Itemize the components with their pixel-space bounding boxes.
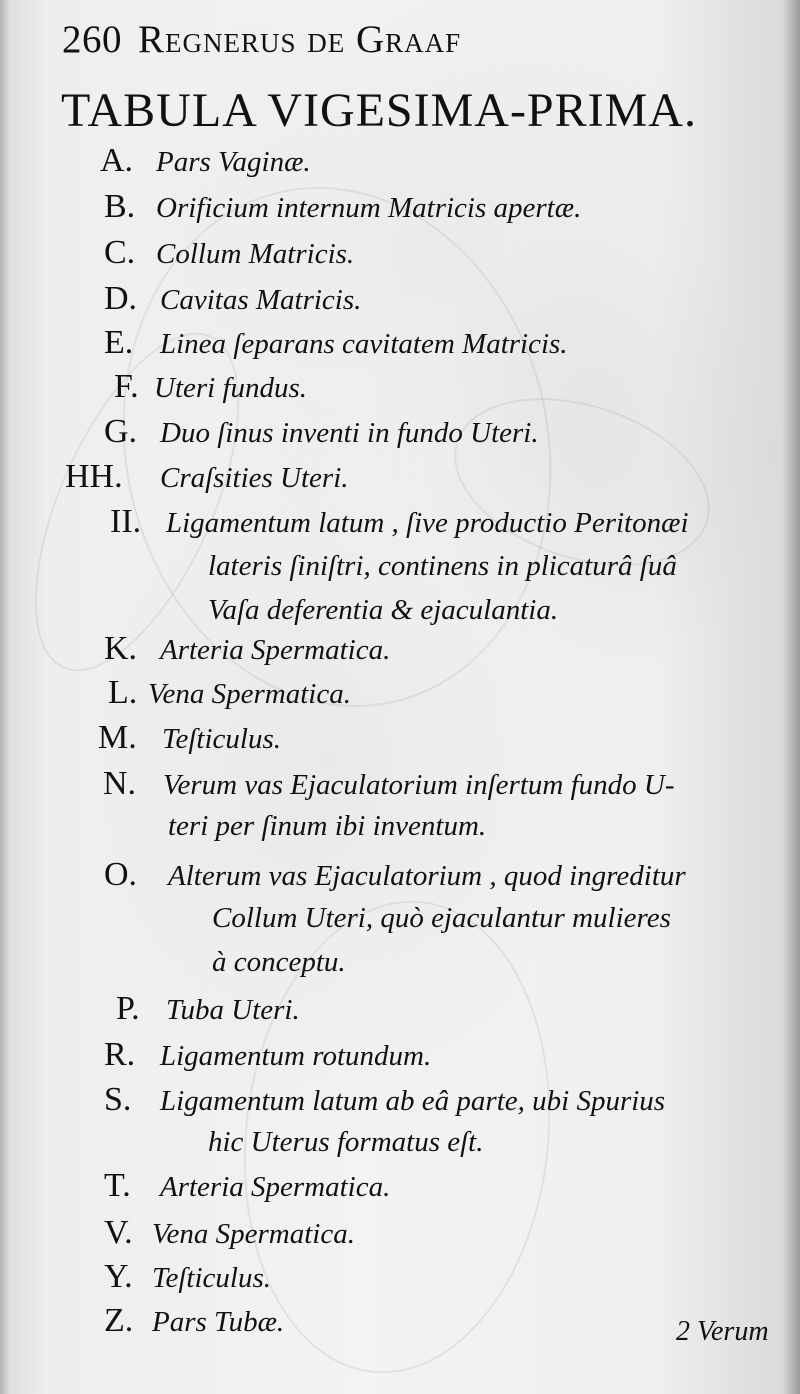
legend-text: Teſticulus. [152,1262,271,1294]
page-gutter-shadow [0,0,10,1394]
legend-letter: S. [104,1081,132,1118]
legend-letter: O. [104,856,138,893]
legend-text: Pars Vaginæ. [156,146,311,178]
legend-letter: L. [108,674,138,711]
legend-text: Ligamentum latum ab eâ parte, ubi Spurius [160,1085,666,1117]
legend-letter: A. [100,142,134,179]
page-number: 260 [62,18,122,61]
legend-letter: P. [116,990,140,1027]
legend-text: Ligamentum rotundum. [160,1040,432,1072]
legend-text: Verum vas Ejaculatorium inſertum fundo U- [163,769,675,801]
legend-letter: K. [104,630,138,667]
legend-text: Uteri fundus. [154,372,308,404]
legend-text: Arteria Spermatica. [160,1171,391,1203]
legend-text: Duo ſinus inventi in fundo Uteri. [160,417,539,449]
legend-text: Tuba Uteri. [166,994,300,1026]
legend-text: Ligamentum latum , ſive productio Peritonæi [166,507,689,539]
legend-continuation: teri per ſinum ibi inventum. [168,810,487,842]
legend-letter: R. [104,1036,136,1073]
page-edge-shadow [782,0,800,1394]
legend-letter: Y. [104,1258,133,1295]
legend-continuation: hic Uterus formatus eſt. [208,1126,484,1158]
catchword: 2 Verum [676,1316,769,1347]
legend-continuation: Collum Uteri, quò ejaculantur mulieres [212,902,671,934]
legend-letter: F. [114,368,139,405]
legend-continuation: à conceptu. [212,946,346,978]
legend-text: Vena Spermatica. [148,678,351,710]
legend-text: Collum Matricis. [156,238,355,270]
legend-text: Alterum vas Ejaculatorium , quod ingreditur [168,860,686,892]
running-head [62,20,461,59]
legend-letter: D. [104,280,138,317]
legend-letter: G. [104,413,138,450]
author-name: Regnerus de Graaf [138,18,462,61]
legend-text: Teſticulus. [162,723,281,755]
legend-letter: E. [104,324,134,361]
legend-letter: N. [103,765,137,802]
legend-continuation: Vaſa deferentia & ejaculantia. [208,594,559,626]
legend-text: Orificium internum Matricis apertæ. [156,192,582,224]
legend-text: Cavitas Matricis. [160,284,362,316]
legend-letter: V. [104,1214,133,1251]
legend-text: Linea ſeparans cavitatem Matricis. [160,328,568,360]
legend-letter: B. [104,188,136,225]
legend-text: Craſsities Uteri. [160,462,349,494]
legend-text: Vena Spermatica. [152,1218,355,1250]
legend-letter: T. [104,1167,131,1204]
legend-letter: HH. [65,458,123,495]
legend-text: Pars Tubæ. [152,1306,285,1338]
legend-letter: Z. [104,1302,134,1339]
legend-letter: II. [110,503,142,540]
legend-continuation: lateris ſiniſtri, continens in plicaturâ ſuâ [208,550,677,582]
legend-letter: M. [98,719,137,756]
legend-letter: C. [104,234,136,271]
table-title: TABULA VIGESIMA-PRIMA. [61,84,697,137]
legend-text: Arteria Spermatica. [160,634,391,666]
